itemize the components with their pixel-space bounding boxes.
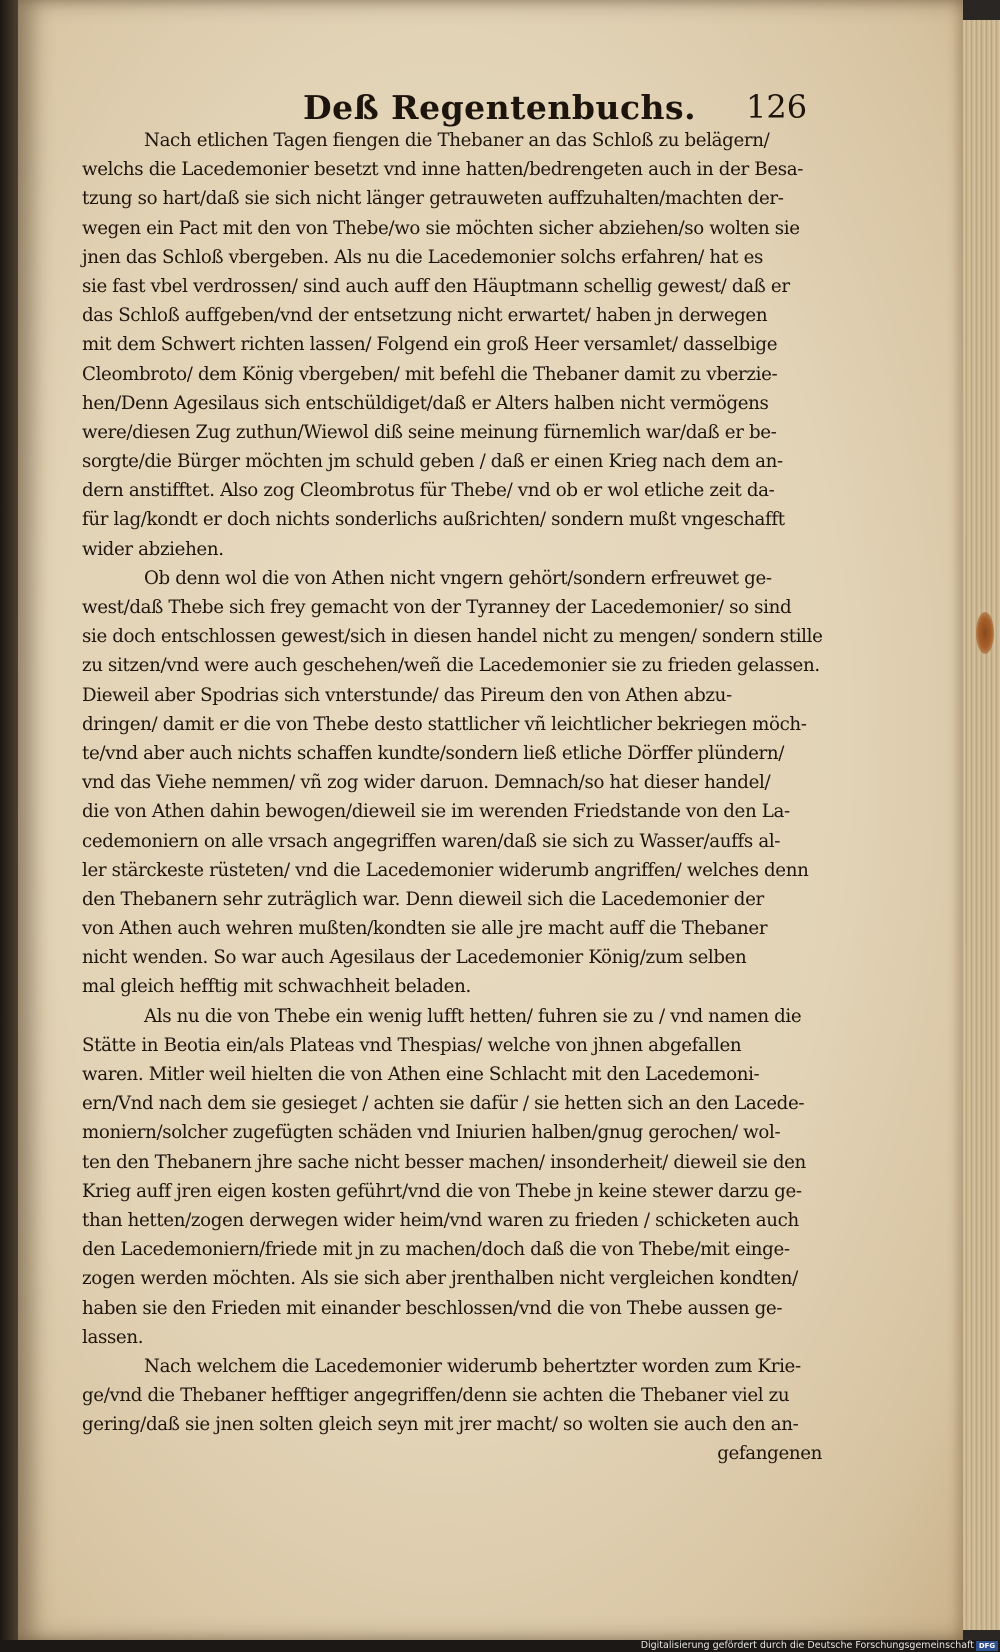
text-line: lassen. <box>82 1326 144 1348</box>
text-line: Nach etlichen Tagen fiengen die Thebaner an das Schloß zu belägern/ <box>144 130 770 151</box>
text-line: Krieg auff jren eigen kosten geführt/vnd die von Thebe jn keine stewer darzu ge- <box>82 1180 802 1202</box>
dfg-logo: DFG <box>976 1641 998 1651</box>
text-line: Als nu die von Thebe ein wenig lufft hetten/ fuhren sie zu / vnd namen die <box>144 1005 802 1027</box>
text-line: ge/vnd die Thebaner hefftiger angegriffen/denn sie achten die Thebaner viel zu <box>82 1385 790 1407</box>
page-edge-stack <box>963 20 1000 1630</box>
book-page <box>18 0 963 1640</box>
text-line: te/vnd aber auch nichts schaffen kundte/sondern ließ etliche Dörffer plündern/ <box>82 742 785 764</box>
body-text <box>82 126 822 1469</box>
text-line: nicht wenden. So war auch Agesilaus der Lacedemonier König/zum selben <box>82 947 747 969</box>
text-line: welchs die Lacedemonier besetzt vnd inne hatten/bedrengeten auch in der Besa- <box>82 159 803 181</box>
text-line: Nach welchem die Lacedemonier widerumb behertzter worden zum Krie- <box>144 1355 801 1377</box>
text-line: wider abziehen. <box>82 538 224 560</box>
text-line: zogen werden möchten. Als sie sich aber jrenthalben nicht vergleichen kondten/ <box>82 1268 798 1290</box>
text-line: gering/daß sie jnen solten gleich seyn mit jrer macht/ so wolten sie auch den an- <box>82 1414 799 1436</box>
funding-credit: Digitalisierung gefördert durch die Deutsche Forschungsgemeinschaft <box>640 1640 974 1651</box>
text-line: sie doch entschlossen gewest/sich in diesen handel nicht zu mengen/ sondern stille <box>82 626 823 648</box>
text-line: mit dem Schwert richten lassen/ Folgend ein groß Heer versamlet/ dasselbige <box>82 334 778 356</box>
text-line: das Schloß auffgeben/vnd der entsetzung nicht erwartet/ haben jn derwegen <box>82 305 768 327</box>
bookmark-stain <box>976 612 994 654</box>
text-line: sorgte/die Bürger möchten jm schuld geben / daß er einen Krieg nach dem an- <box>82 451 783 473</box>
text-line: zu sitzen/vnd were auch geschehen/weñ die Lacedemonier sie zu frieden gelassen. <box>82 655 820 677</box>
text-line: von Athen auch wehren mußten/kondten sie alle jre macht auff die Thebaner <box>82 918 768 940</box>
text-line: haben sie den Frieden mit einander beschlossen/vnd die von Thebe aussen ge- <box>82 1297 783 1319</box>
text-line: wegen ein Pact mit den von Thebe/wo sie möchten sicher abziehen/so wolten sie <box>82 217 800 239</box>
text-line: Cleombroto/ dem König vbergeben/ mit befehl die Thebaner damit zu vberzie- <box>82 363 778 385</box>
text-line: den Lacedemoniern/friede mit jn zu machen/doch daß die von Thebe/mit einge- <box>82 1239 790 1261</box>
text-line: jnen das Schloß vbergeben. Als nu die Lacedemonier solchs erfahren/ hat es <box>82 246 764 268</box>
text-line: Dieweil aber Spodrias sich vnterstunde/ das Pireum den von Athen abzu- <box>82 684 732 706</box>
text-line: ern/Vnd nach dem sie gesieget / achten sie dafür / sie hetten sich an den Lacede- <box>82 1093 805 1115</box>
text-line: dern anstifftet. Also zog Cleombrotus für Thebe/ vnd ob er wol etliche zeit da- <box>82 480 775 502</box>
text-line: vnd das Viehe nemmen/ vñ zog wider daruon. Demnach/so hat dieser handel/ <box>82 772 771 794</box>
text-line: den Thebanern sehr zuträglich war. Denn dieweil sich die Lacedemonier der <box>82 888 764 910</box>
text-line: moniern/solcher zugefügten schäden vnd Iniurien halben/gnug gerochen/ wol- <box>82 1122 781 1144</box>
text-line: tzung so hart/daß sie sich nicht länger getrauweten auffzuhalten/machten der- <box>82 188 784 210</box>
text-line: were/diesen Zug zuthun/Wiewol diß seine meinung fürnemlich war/daß er be- <box>82 421 777 443</box>
catchword: gefangenen <box>717 1443 822 1465</box>
text-line: cedemoniern on alle vrsach angegriffen waren/daß sie sich zu Wasser/auffs al- <box>82 830 781 852</box>
text-line: dringen/ damit er die von Thebe desto stattlicher vñ leichtlicher bekriegen möch- <box>82 713 807 735</box>
text-line: west/daß Thebe sich frey gemacht von der Tyranney der Lacedemonier/ so sind <box>82 597 792 618</box>
text-line: than hetten/zogen derwegen wider heim/vnd waren zu frieden / schicketen auch <box>82 1209 799 1231</box>
text-line: waren. Mitler weil hielten die von Athen eine Schlacht mit den Lacedemoni- <box>82 1064 760 1085</box>
text-line: sie fast vbel verdrossen/ sind auch auff den Häuptmann schellig gewest/ daß er <box>82 275 790 297</box>
text-line: für lag/kondt er doch nichts sonderlichs außrichten/ sondern mußt vngeschafft <box>82 509 785 531</box>
page-number: 126 <box>746 88 808 126</box>
digitization-footer <box>0 1640 1000 1652</box>
text-line: ten den Thebanern jhre sache nicht besser machen/ insonderheit/ dieweil sie den <box>82 1151 806 1173</box>
text-line: Stätte in Beotia ein/als Plateas vnd Thespias/ welche von jhnen abgefallen <box>82 1034 742 1056</box>
text-line: ler stärckeste rüsteten/ vnd die Lacedemonier widerumb angriffen/ welches denn <box>82 859 809 881</box>
text-line: hen/Denn Agesilaus sich entschüldiget/daß er Alters halben nicht vermögens <box>82 392 769 414</box>
running-head: Deß Regentenbuchs. <box>303 88 697 127</box>
text-line: mal gleich hefftig mit schwachheit beladen. <box>82 976 471 998</box>
text-line: die von Athen dahin bewogen/dieweil sie im werenden Friedstande von den La- <box>82 801 790 823</box>
text-line: Ob denn wol die von Athen nicht vngern gehört/sondern erfreuwet ge- <box>144 567 772 589</box>
